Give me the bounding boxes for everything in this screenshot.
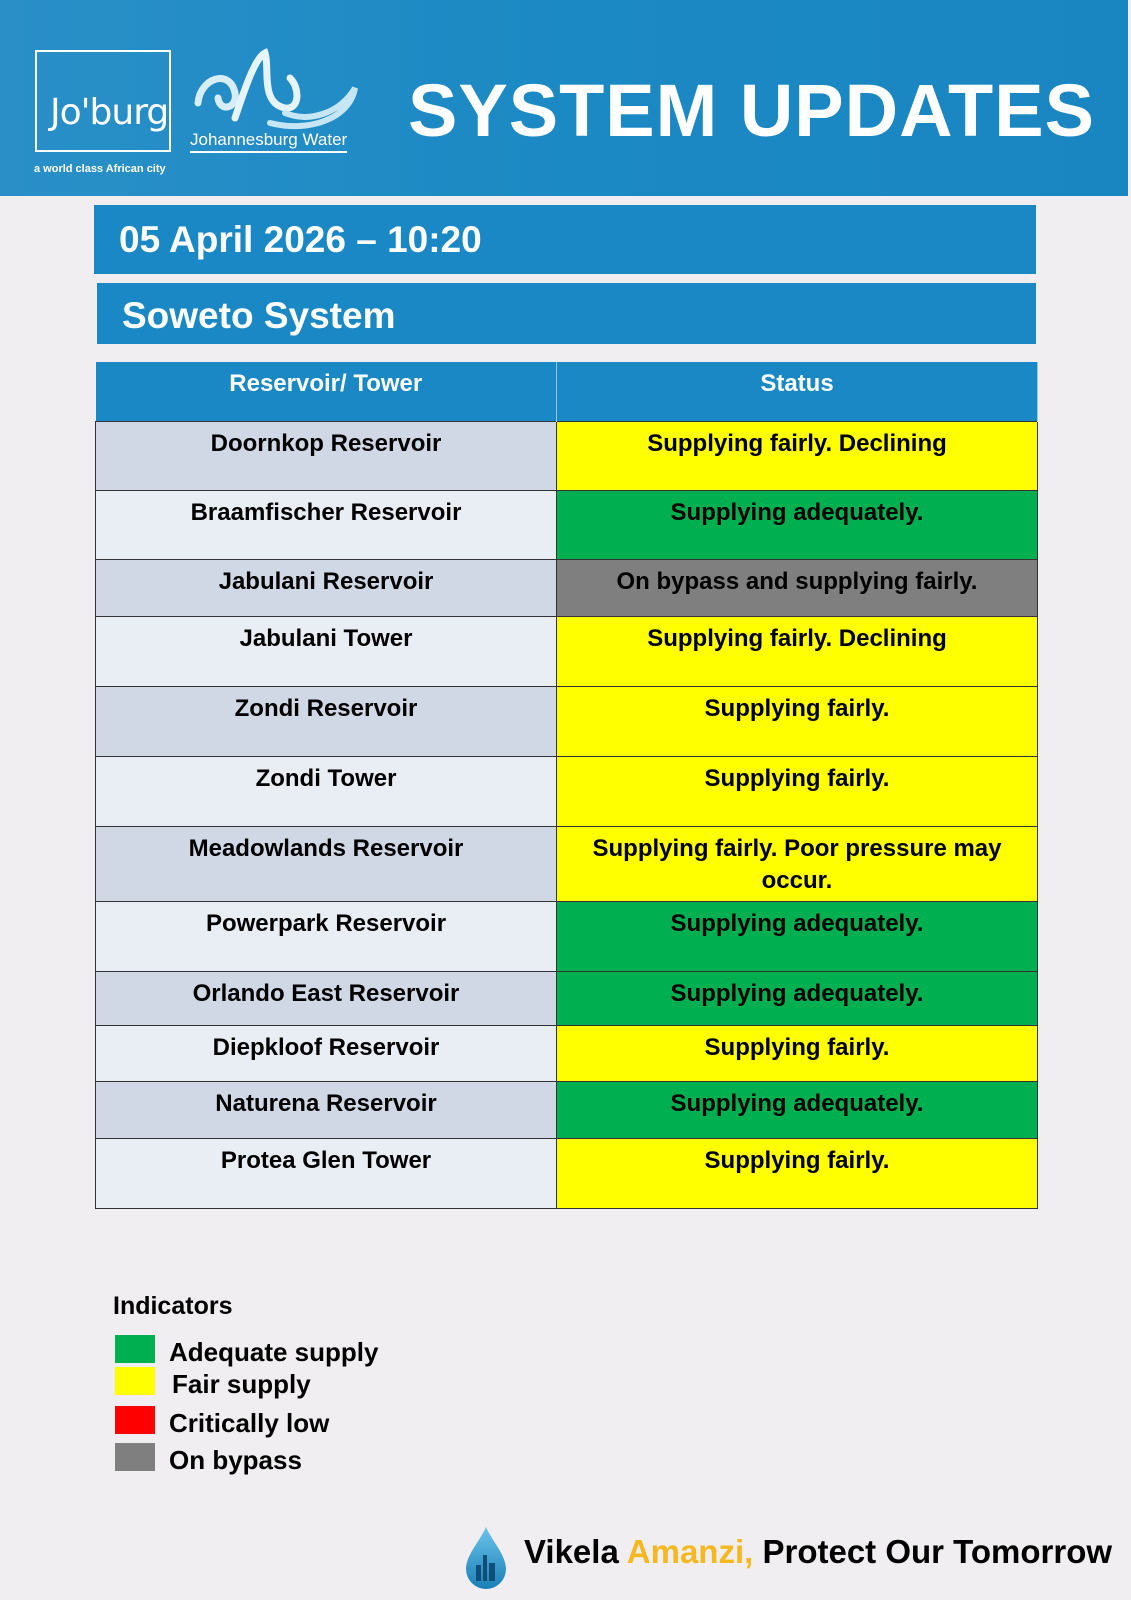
status-cell: Supplying fairly. bbox=[557, 756, 1038, 826]
water-drop-icon bbox=[462, 1525, 510, 1589]
indicator-label: Fair supply bbox=[172, 1369, 311, 1399]
status-cell: Supplying fairly. Declining bbox=[557, 616, 1038, 686]
indicator-swatch bbox=[115, 1335, 155, 1363]
reservoir-name-cell: Jabulani Reservoir bbox=[96, 559, 557, 616]
slogan-amanzi: Amanzi, bbox=[626, 1533, 754, 1570]
status-cell: Supplying fairly. Poor pressure may occur. bbox=[557, 826, 1038, 901]
header-banner bbox=[0, 0, 1128, 196]
indicator-label: On bypass bbox=[169, 1445, 302, 1475]
status-cell: Supplying fairly. bbox=[557, 686, 1038, 756]
column-header-status: Status bbox=[557, 362, 1038, 421]
table-row bbox=[96, 756, 1038, 826]
system-name: Soweto System bbox=[122, 295, 396, 336]
slogan-text bbox=[524, 1533, 1112, 1571]
table-row bbox=[96, 1025, 1038, 1081]
reservoir-name-cell: Diepkloof Reservoir bbox=[96, 1025, 557, 1081]
status-cell: Supplying adequately. bbox=[557, 490, 1038, 559]
status-cell: Supplying fairly. bbox=[557, 1138, 1038, 1208]
column-header-reservoir: Reservoir/ Tower bbox=[96, 362, 557, 421]
date-bar bbox=[94, 205, 1036, 274]
status-cell: Supplying adequately. bbox=[557, 971, 1038, 1025]
reservoir-name-cell: Doornkop Reservoir bbox=[96, 421, 557, 490]
table-row bbox=[96, 559, 1038, 616]
reservoir-name-cell: Zondi Reservoir bbox=[96, 686, 557, 756]
table-row bbox=[96, 1138, 1038, 1208]
status-table bbox=[95, 362, 1038, 1209]
slogan-part1: Vikela bbox=[524, 1533, 627, 1570]
status-cell: Supplying fairly. Declining bbox=[557, 421, 1038, 490]
status-cell: Supplying fairly. bbox=[557, 1025, 1038, 1081]
date-time: 05 April 2026 – 10:20 bbox=[119, 219, 482, 260]
table-row bbox=[96, 901, 1038, 971]
status-cell: Supplying adequately. bbox=[557, 1081, 1038, 1138]
page-title: SYSTEM UPDATES bbox=[408, 69, 1095, 152]
indicator-label: Critically low bbox=[169, 1408, 330, 1438]
reservoir-name-cell: Meadowlands Reservoir bbox=[96, 826, 557, 901]
status-cell: On bypass and supplying fairly. bbox=[557, 559, 1038, 616]
reservoir-name-cell: Naturena Reservoir bbox=[96, 1081, 557, 1138]
table-row bbox=[96, 1081, 1038, 1138]
reservoir-name-cell: Jabulani Tower bbox=[96, 616, 557, 686]
indicator-label: Adequate supply bbox=[169, 1337, 379, 1367]
table-row bbox=[96, 971, 1038, 1025]
indicator-swatch bbox=[115, 1367, 155, 1395]
table-row bbox=[96, 421, 1038, 490]
reservoir-name-cell: Protea Glen Tower bbox=[96, 1138, 557, 1208]
reservoir-name-cell: Powerpark Reservoir bbox=[96, 901, 557, 971]
table-row bbox=[96, 490, 1038, 559]
table-row bbox=[96, 686, 1038, 756]
system-bar bbox=[97, 283, 1036, 344]
reservoir-name-cell: Orlando East Reservoir bbox=[96, 971, 557, 1025]
johannesburg-water-text: Johannesburg Water bbox=[190, 130, 347, 153]
joburg-logo-text: Jo'burg bbox=[50, 92, 169, 133]
indicator-swatch bbox=[115, 1406, 155, 1434]
reservoir-name-cell: Braamfischer Reservoir bbox=[96, 490, 557, 559]
johannesburg-water-logo-icon bbox=[190, 48, 365, 133]
table-header-row bbox=[96, 362, 1038, 421]
status-cell: Supplying adequately. bbox=[557, 901, 1038, 971]
slogan-part3: Protect Our Tomorrow bbox=[753, 1533, 1113, 1570]
reservoir-name-cell: Zondi Tower bbox=[96, 756, 557, 826]
table-row bbox=[96, 826, 1038, 901]
indicators-title: Indicators bbox=[113, 1292, 233, 1320]
indicator-swatch bbox=[115, 1443, 155, 1471]
table-row bbox=[96, 616, 1038, 686]
joburg-tagline: a world class African city bbox=[34, 163, 166, 175]
